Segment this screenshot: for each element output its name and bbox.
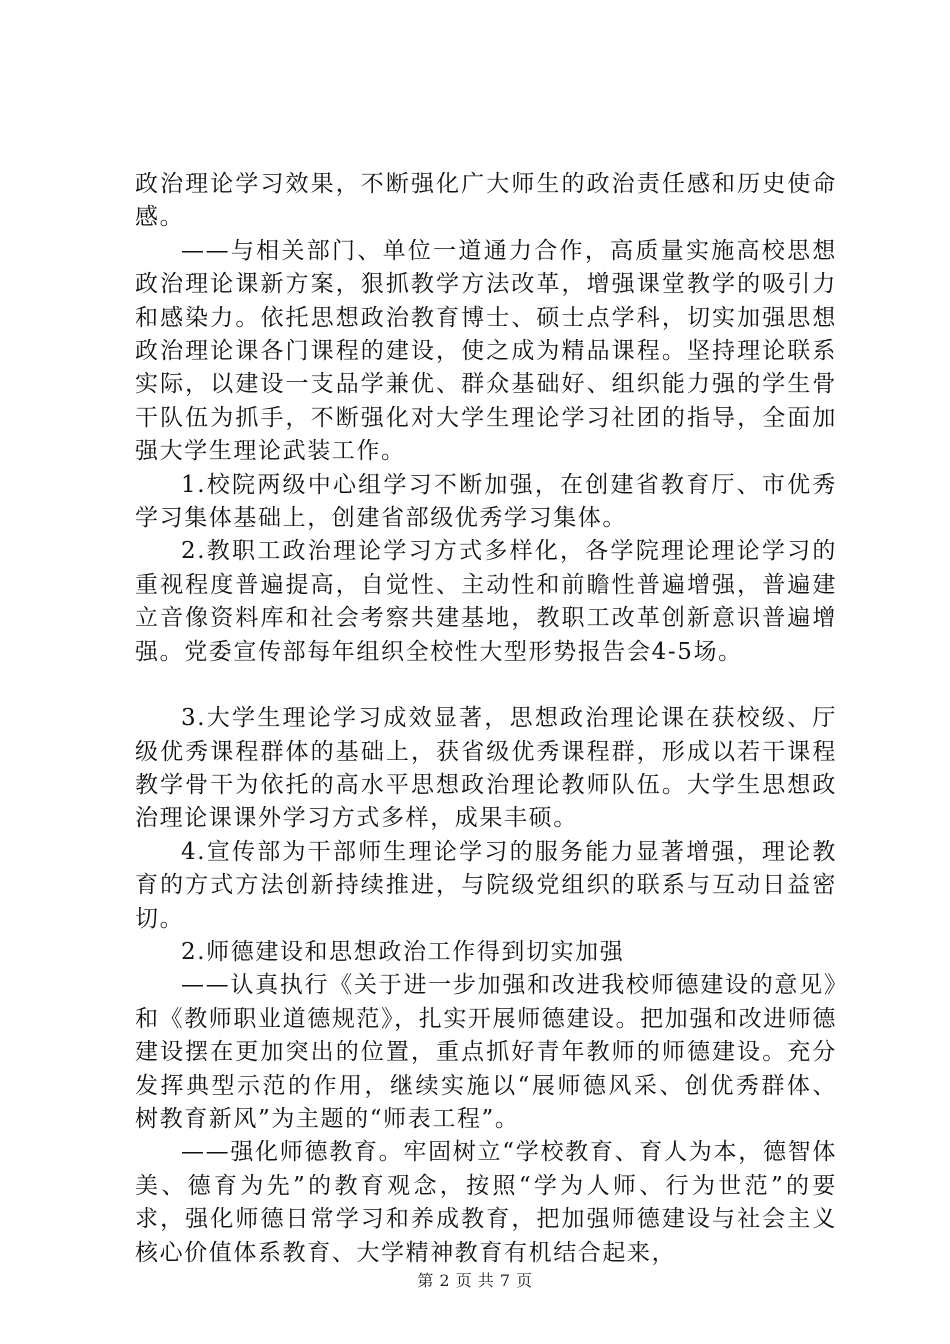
page-number-footer: 第 2 页 共 7 页 (417, 1271, 533, 1290)
paragraph-item-2: 2.教职工政治理论学习方式多样化，各学院理论理论学习的重视程度普遍提高，自觉性、主动性和前瞻性普遍增强，普遍建立音像资料库和社会考察共建基地，教职工改革创新意识普遍增强。党委宣传部每年组织全校性大型形势报告会4-5场。 (135, 538, 837, 665)
paragraph-spacer (135, 669, 837, 702)
paragraph-cooperation: ——与相关部门、单位一道通力合作，高质量实施高校思想政治理论课新方案，狠抓教学方法改革，增强课堂教学的吸引力和感染力。依托思想政治教育博士、硕士点学科，切实加强思想政治理论课各门课程的建设，使之成为精品课程。坚持理论联系实际，以建设一支品学兼优、群众基础好、组织能力强的学生骨干队伍为抓手，不断强化对大学生理论学习社团的指导，全面加强大学生理论武装工作。 (135, 237, 837, 465)
paragraph-item-4: 4.宣传部为干部师生理论学习的服务能力显著增强，理论教育的方式方法创新持续推进，与院级党组织的联系与互动日益密切。 (135, 838, 837, 932)
paragraph-ethics-policy: ——认真执行《关于进一步加强和改进我校师德建设的意见》和《教师职业道德规范》，扎实开展师德建设。把加强和改进师德建设摆在更加突出的位置，重点抓好青年教师的师德建设。充分发挥典型示范的作用，继续实施以“展师德风采、创优秀群体、树教育新风”为主题的“师表工程”。 (135, 972, 837, 1132)
paragraph-continuation: 政治理论学习效果，不断强化广大师生的政治责任感和历史使命感。 (135, 171, 837, 231)
document-body (135, 168, 837, 1270)
paragraph-item-3: 3.大学生理论学习成效显著，思想政治理论课在获校级、厅级优秀课程群体的基础上，获省级优秀课程群，形成以若干课程教学骨干为依托的高水平思想政治理论教师队伍。大学生思想政治理论课课外学习方式多样，成果丰硕。 (135, 705, 837, 832)
paragraph-item-1: 1.校院两级中心组学习不断加强，在创建省教育厅、市优秀学习集体基础上，创建省部级优秀学习集体。 (135, 471, 837, 532)
section-heading: 2.师德建设和思想政治工作得到切实加强 (181, 938, 625, 965)
paragraph-ethics-education: ——强化师德教育。牢固树立“学校教育、育人为本，德智体美、德育为先”的教育观念，按照“学为人师、行为世范”的要求，强化师德日常学习和养成教育，把加强师德建设与社会主义核心价值体系教育、大学精神教育有机结合起来， (135, 1139, 837, 1266)
